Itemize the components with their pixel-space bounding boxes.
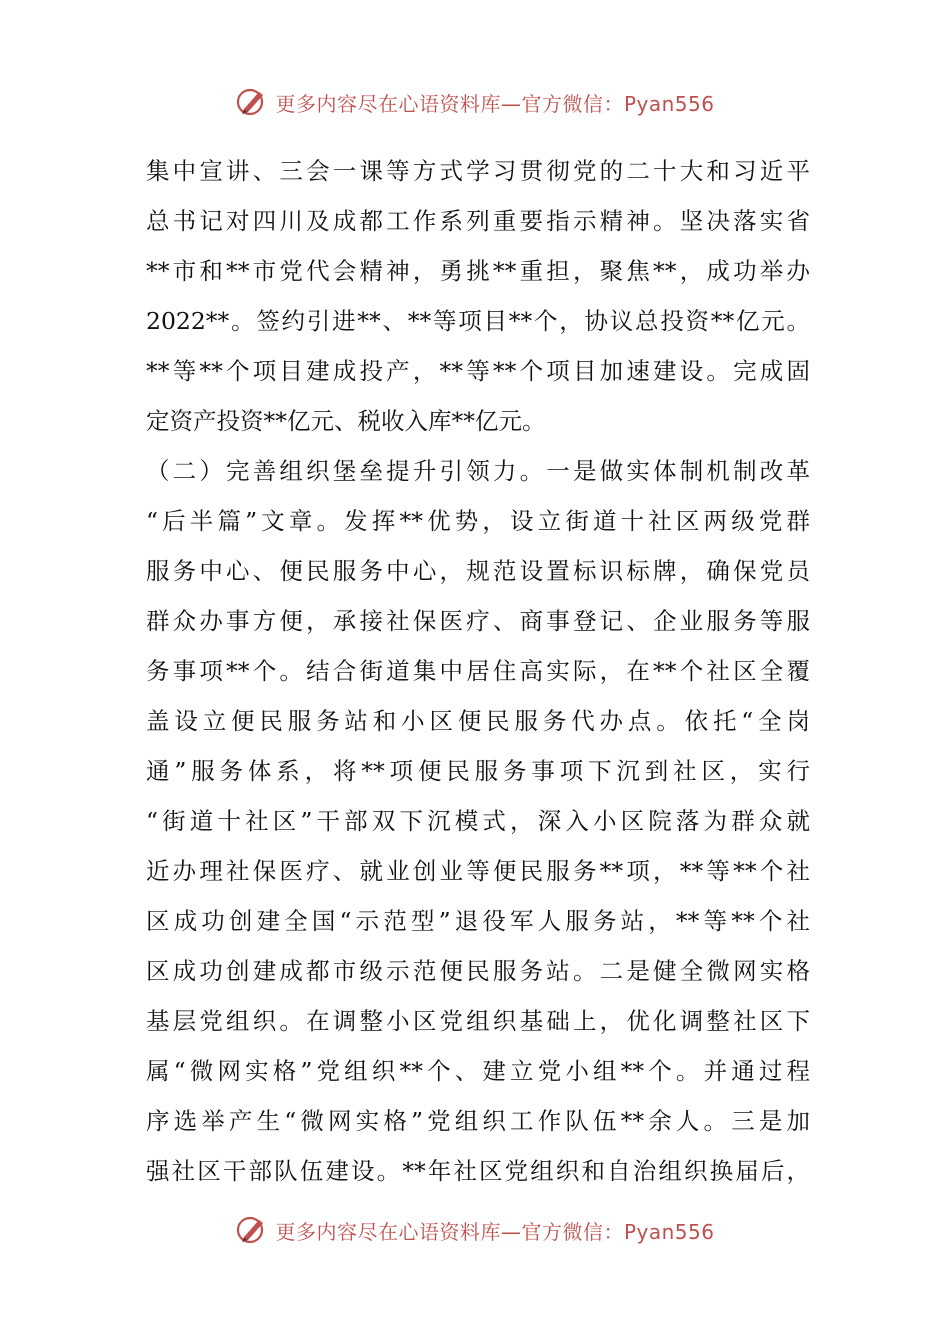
text-line: 区成功创建全国“示范型”退役军人服务站，**等**个社 — [146, 907, 810, 935]
text-line: 服务中心、便民服务中心，规范设置标识标牌，确保党员 — [146, 557, 810, 585]
text-line: （二）完善组织堡垒提升引领力。一是做实体制机制改革 — [146, 457, 810, 485]
text-line: 盖设立便民服务站和小区便民服务代办点。依托“全岗 — [146, 707, 810, 735]
text-line: 强社区干部队伍建设。**年社区党组织和自治组织换届后， — [146, 1157, 810, 1185]
text-line: 通”服务体系，将**项便民服务事项下沉到社区，实行 — [146, 757, 810, 785]
text-line: 群众办事方便，承接社保医疗、商事登记、企业服务等服 — [146, 607, 810, 635]
text-line: 近办理社保医疗、就业创业等便民服务**项，**等**个社 — [146, 857, 810, 885]
text-line: 区成功创建成都市级示范便民服务站。二是健全微网实格 — [146, 957, 810, 985]
text-line: 总书记对四川及成都工作系列重要指示精神。坚决落实省 — [146, 207, 810, 235]
text-line: **等**个项目建成投产，**等**个项目加速建设。完成固 — [146, 357, 810, 385]
text-line: 定资产投资**亿元、税收入库**亿元。 — [146, 407, 546, 435]
text-line: 基层党组织。在调整小区党组织基础上，优化调整社区下 — [146, 1007, 810, 1035]
document-body — [146, 146, 810, 1196]
text-line: “后半篇”文章。发挥**优势，设立街道十社区两级党群 — [146, 507, 810, 535]
watermark-text: 更多内容尽在心语资料库—官方微信：Pyan556 — [275, 91, 715, 116]
text-line: **市和**市党代会精神，勇挑**重担，聚焦**，成功举办 — [146, 257, 810, 285]
text-line: 2022**。签约引进**、**等项目**个，协议总投资**亿元。 — [146, 307, 810, 335]
text-line: 务事项**个。结合街道集中居住高实际，在**个社区全覆 — [146, 657, 810, 685]
text-line: 集中宣讲、三会一课等方式学习贯彻党的二十大和习近平 — [146, 157, 810, 185]
text-line: 序选举产生“微网实格”党组织工作队伍**余人。三是加 — [146, 1107, 810, 1135]
watermark-banner-bottom — [0, 1210, 950, 1250]
text-line: “街道十社区”干部双下沉模式，深入小区院落为群众就 — [146, 807, 810, 835]
watermark-banner-top — [0, 82, 950, 122]
watermark-text: 更多内容尽在心语资料库—官方微信：Pyan556 — [275, 1219, 715, 1244]
pen-logo-icon — [235, 85, 269, 119]
text-line: 属“微网实格”党组织**个、建立党小组**个。并通过程 — [146, 1057, 810, 1085]
pen-logo-icon — [235, 1213, 269, 1247]
